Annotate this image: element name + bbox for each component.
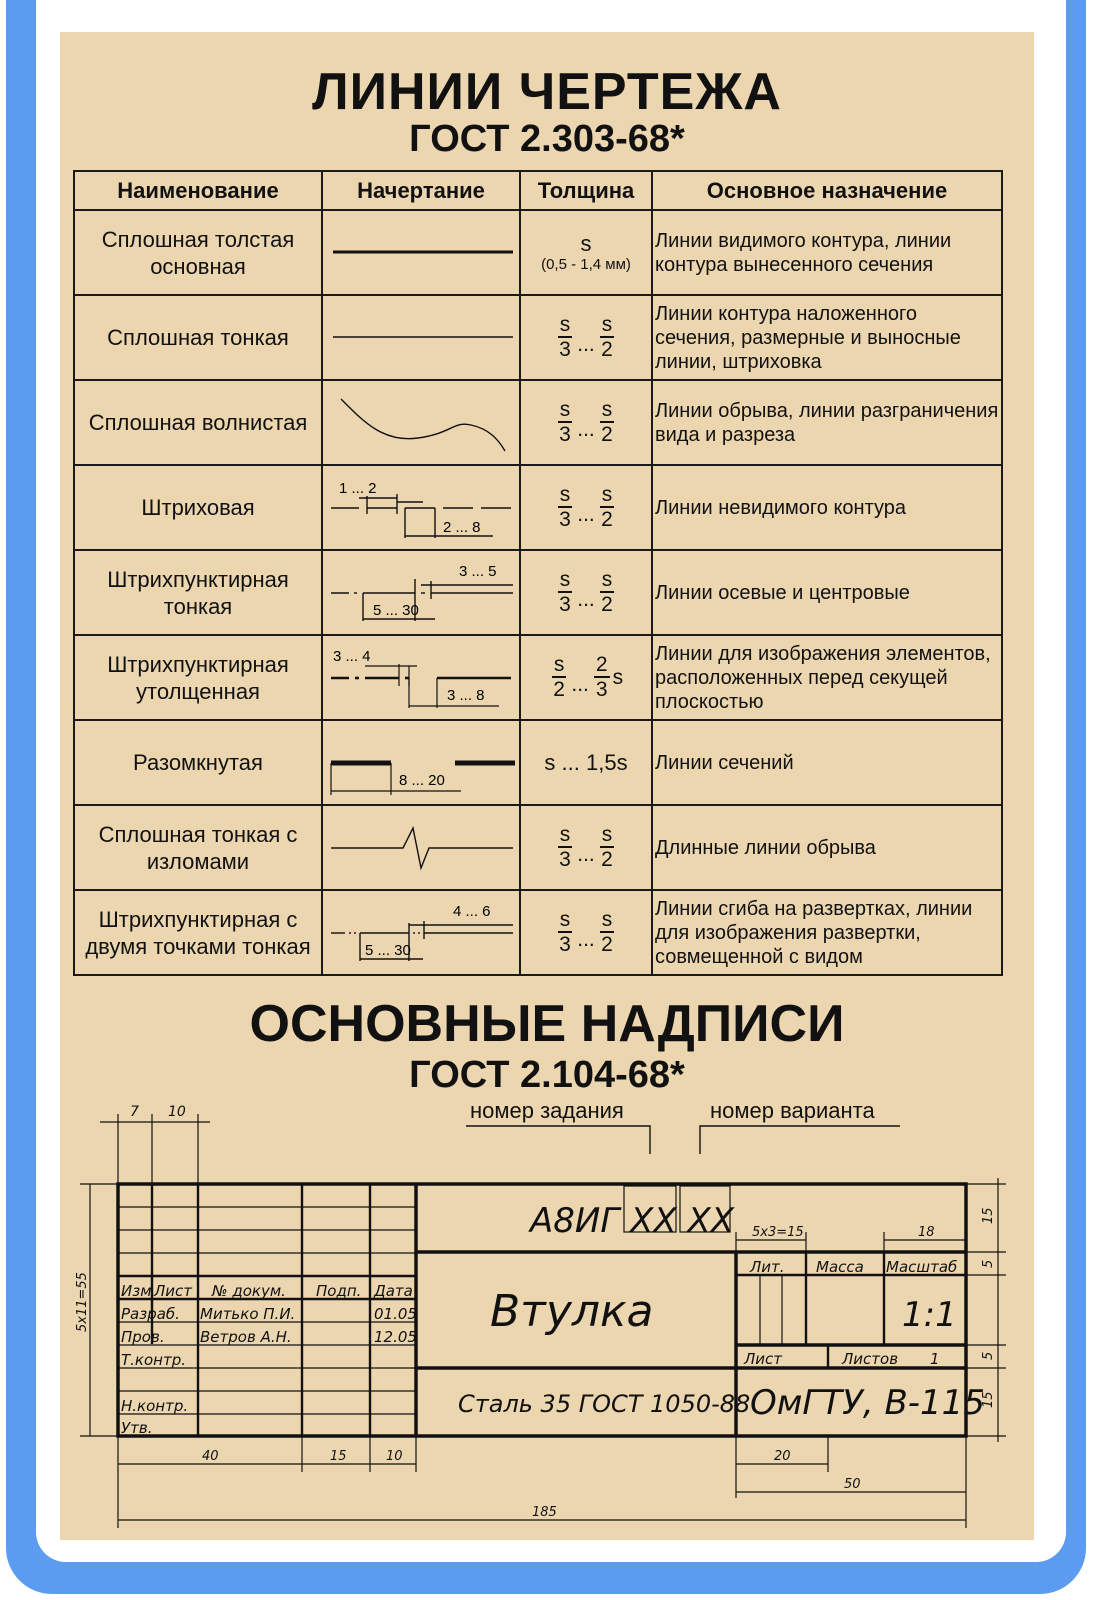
frac-den: 2 [601,847,613,871]
scale-label: Масштаб [886,1258,958,1276]
thickness-main: s [580,231,592,256]
line-drawing [322,380,520,465]
frac-den: 3 [559,507,571,531]
dim-10: 10 [168,1104,186,1120]
solid-thick-line-sample [323,211,521,294]
line-name: Штрихпунктирная утолщенная [74,635,322,720]
person-checker: Ветров А.Н. [200,1328,292,1346]
dim-label: 3 ... 4 [333,648,371,665]
dim-label: 3 ... 5 [459,563,497,580]
header-thickness: Толщина [520,171,652,210]
col-izm: Изм [121,1282,152,1300]
table-row [74,890,1002,975]
line-purpose: Линии контура наложенного сечения, размерные и выносные линии, штриховка [652,295,1002,380]
frac-dots: ... [577,417,595,441]
line-thickness [520,635,652,720]
dim-label: 5 ... 30 [373,602,419,619]
zigzag-line-sample [323,806,521,889]
line-name: Сплошная тонкая с изломами [74,805,322,890]
line-drawing [322,210,520,295]
frac-num: s [559,822,571,846]
material: Сталь 35 ГОСТ 1050-88 [458,1390,751,1418]
thickness-fraction [549,654,623,702]
line-thickness [520,720,652,805]
role-norm-control: Н.контр. [121,1397,189,1415]
col-sign: Подп. [316,1282,362,1300]
col-list: Лист [154,1282,193,1300]
frac-den: 3 [595,677,608,701]
frac-num: s [601,822,613,846]
frac-num: s [559,567,571,591]
callout-variant: номер варианта [710,1098,875,1123]
header-purpose: Основное назначение [652,171,1002,210]
dim-v15b: 15 [981,1391,996,1408]
sheets-label: Листов [842,1350,899,1368]
dim-v5a: 5 [981,1259,996,1268]
solid-thin-line-sample [323,296,521,379]
line-drawing [322,720,520,805]
frac-den: 2 [601,337,613,361]
frac-den: 3 [559,847,571,871]
line-purpose: Линии для изображения элементов, расположенных перед секущей плоскостью [652,635,1002,720]
poster-sheet [60,32,1034,1540]
dim-5x11: 5x11=55 [75,1272,90,1332]
line-thickness [520,550,652,635]
sheets-count: 1 [930,1350,940,1368]
line-thickness [520,380,652,465]
dim-185: 185 [532,1505,557,1520]
frac-den: 2 [601,422,613,446]
frac-num: s [601,907,613,931]
header-name: Наименование [74,171,322,210]
line-name: Штрихпунктирная с двумя точками тонкая [74,890,322,975]
frac-num: s [559,312,571,336]
line-name: Штрихпунктирная тонкая [74,550,322,635]
line-thickness [520,210,652,295]
thickness-fraction [555,399,618,447]
frac-dots: ... [571,672,589,696]
thickness-fraction [555,314,618,362]
line-thickness [520,465,652,550]
frac-num: s [601,482,613,506]
frac-den: 2 [553,677,565,701]
frac-den: 3 [559,592,571,616]
section1-standard: ГОСТ 2.303-68* [409,118,685,160]
frac-den: 2 [601,592,613,616]
table-row [74,635,1002,720]
lit-label: Лит. [750,1258,785,1276]
dim-20: 20 [774,1449,791,1464]
frac-den: 2 [601,932,613,956]
frac-dots: ... [577,332,595,356]
mass-label: Масса [816,1258,864,1276]
frac-dots: ... [577,927,595,951]
dim-40: 40 [202,1449,219,1464]
line-name: Сплошная волнистая [74,380,322,465]
line-drawing [322,550,520,635]
role-developer: Разраб. [121,1305,180,1323]
sheet-label: Лист [744,1350,783,1368]
dim-label: 5 ... 30 [365,942,411,959]
line-purpose: Линии сгиба на развертках, линии для изображения развертки, совмещенной с видом [652,890,1002,975]
line-purpose: Линии сечений [652,720,1002,805]
dim-v15: 15 [981,1207,996,1224]
frac-num: s [553,652,565,676]
line-name: Сплошная тонкая [74,295,322,380]
thickness-fraction [555,484,618,532]
role-approved: Утв. [121,1419,153,1437]
section2-standard: ГОСТ 2.104-68* [409,1054,685,1096]
title-block-drawing [60,1092,1034,1540]
table-header-row [74,171,1002,210]
wavy-line-sample [323,381,521,464]
line-name: Штриховая [74,465,322,550]
part-name: Втулка [490,1286,654,1337]
line-name: Сплошная толстая основная [74,210,322,295]
section1-title: ЛИНИИ ЧЕРТЕЖА [312,63,782,121]
scale-value: 1:1 [902,1295,957,1335]
frac-num: 2 [595,652,608,676]
table-row [74,295,1002,380]
dim-label: 2 ... 8 [443,519,481,536]
line-name: Разомкнутая [74,720,322,805]
dim-15: 15 [330,1449,347,1464]
dim-5x3: 5x3=15 [752,1225,804,1240]
date-developer: 01.05 [374,1305,417,1323]
person-developer: Митько П.И. [200,1305,296,1323]
thickness-plain: s ... 1,5s [544,749,628,775]
frac-den: 3 [559,422,571,446]
frac-num: s [601,312,613,336]
dim-label: 8 ... 20 [399,772,445,789]
line-drawing [322,295,520,380]
thickness-fraction [555,909,618,957]
document-code: А8ИГ XX XX [530,1201,735,1241]
table-row [74,805,1002,890]
frac-num: s [559,397,571,421]
table-row [74,210,1002,295]
role-checker: Пров. [121,1328,165,1346]
section2-title: ОСНОВНЫЕ НАДПИСИ [249,995,845,1053]
table-row [74,380,1002,465]
open-line-sample [323,721,521,804]
dim-label: 4 ... 6 [453,903,491,920]
line-drawing [322,465,520,550]
line-types-table [73,170,1003,976]
frac-den: 3 [559,337,571,361]
col-doc: № докум. [212,1282,286,1300]
date-checker: 12.05 [374,1328,417,1346]
callout-task: номер задания [470,1098,624,1123]
dim-50: 50 [844,1477,861,1492]
line-thickness [520,890,652,975]
line-purpose: Линии осевые и центровые [652,550,1002,635]
frac-den: 3 [559,932,571,956]
table-row [74,465,1002,550]
frac-num: s [601,567,613,591]
thickness-sub: (0,5 - 1,4 мм) [541,256,631,273]
line-purpose: Длинные линии обрыва [652,805,1002,890]
thickness-fraction [555,824,618,872]
frac-num: s [559,907,571,931]
line-drawing [322,890,520,975]
line-purpose: Линии невидимого контура [652,465,1002,550]
frac-num: s [559,482,571,506]
header-drawing: Начертание [322,171,520,210]
frac-suffix: s [612,665,624,689]
frac-dots: ... [577,587,595,611]
table-row [74,720,1002,805]
frac-dots: ... [577,502,595,526]
dash-dot-thin-sample [323,551,521,634]
role-tech-control: Т.контр. [121,1351,187,1369]
col-date: Дата [374,1282,413,1300]
line-drawing [322,805,520,890]
dim-v5b: 5 [981,1351,996,1360]
dash-dot-thick-sample [323,636,521,719]
organization: ОмГТУ, В-115 [750,1383,985,1423]
table-row [74,550,1002,635]
line-drawing [322,635,520,720]
line-purpose: Линии обрыва, линии разграничения вида и разреза [652,380,1002,465]
dim-18: 18 [918,1225,935,1240]
dashed-line-sample [323,466,521,549]
dim-7: 7 [130,1104,139,1120]
frac-num: s [601,397,613,421]
dim-label: 1 ... 2 [339,480,377,497]
line-purpose: Линии видимого контура, линии контура вынесенного сечения [652,210,1002,295]
frac-den: 2 [601,507,613,531]
line-thickness [520,295,652,380]
frac-dots: ... [577,842,595,866]
thickness-fraction [555,569,618,617]
dim-label: 3 ... 8 [447,687,485,704]
dim-10b: 10 [386,1449,403,1464]
line-thickness [520,805,652,890]
dash-two-dot-sample [323,891,521,974]
